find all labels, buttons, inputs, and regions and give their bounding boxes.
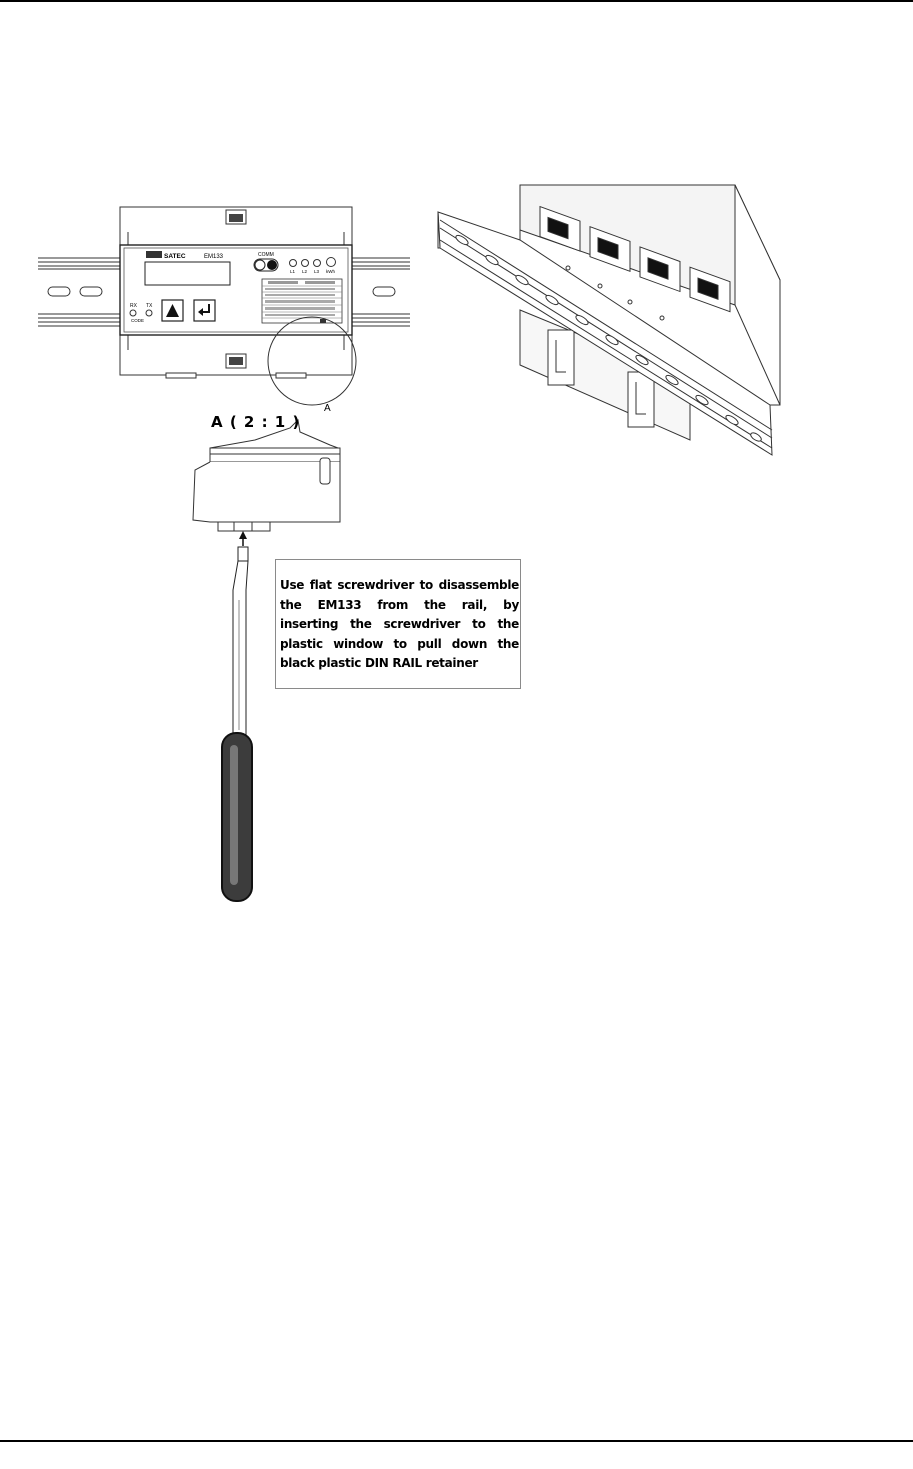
footer-rule [0,1440,913,1442]
brand-name: SATEC [164,253,186,260]
comm-label: COMM [258,252,274,258]
detail-a-view [193,420,340,531]
meter-front-view [120,207,356,405]
led-label: L2 [302,269,308,274]
enter-button-drawing [194,300,215,321]
led-label: L1 [290,269,296,274]
meter-isometric-view [438,185,780,455]
detail-view-label: A ( 2 : 1 ) [211,413,301,431]
brand-logo [146,251,162,258]
tx-label: TX [146,303,153,309]
rx-label: RX [130,303,137,309]
model-name: EM133 [204,254,224,260]
callout-text: Use flat screwdriver to disassemble the EM133 from the rail, by inserting the screwdriver to the plastic window to pull down the black plastic DIN RAIL retainer [280,578,519,670]
led-label: kWh [326,269,335,274]
instruction-callout [275,559,521,689]
screwdriver-drawing [222,547,252,901]
code-label: CODE [131,318,145,323]
insert-arrow [239,531,247,546]
circle-detail-label: A [324,403,331,414]
led-label: L3 [314,269,320,274]
